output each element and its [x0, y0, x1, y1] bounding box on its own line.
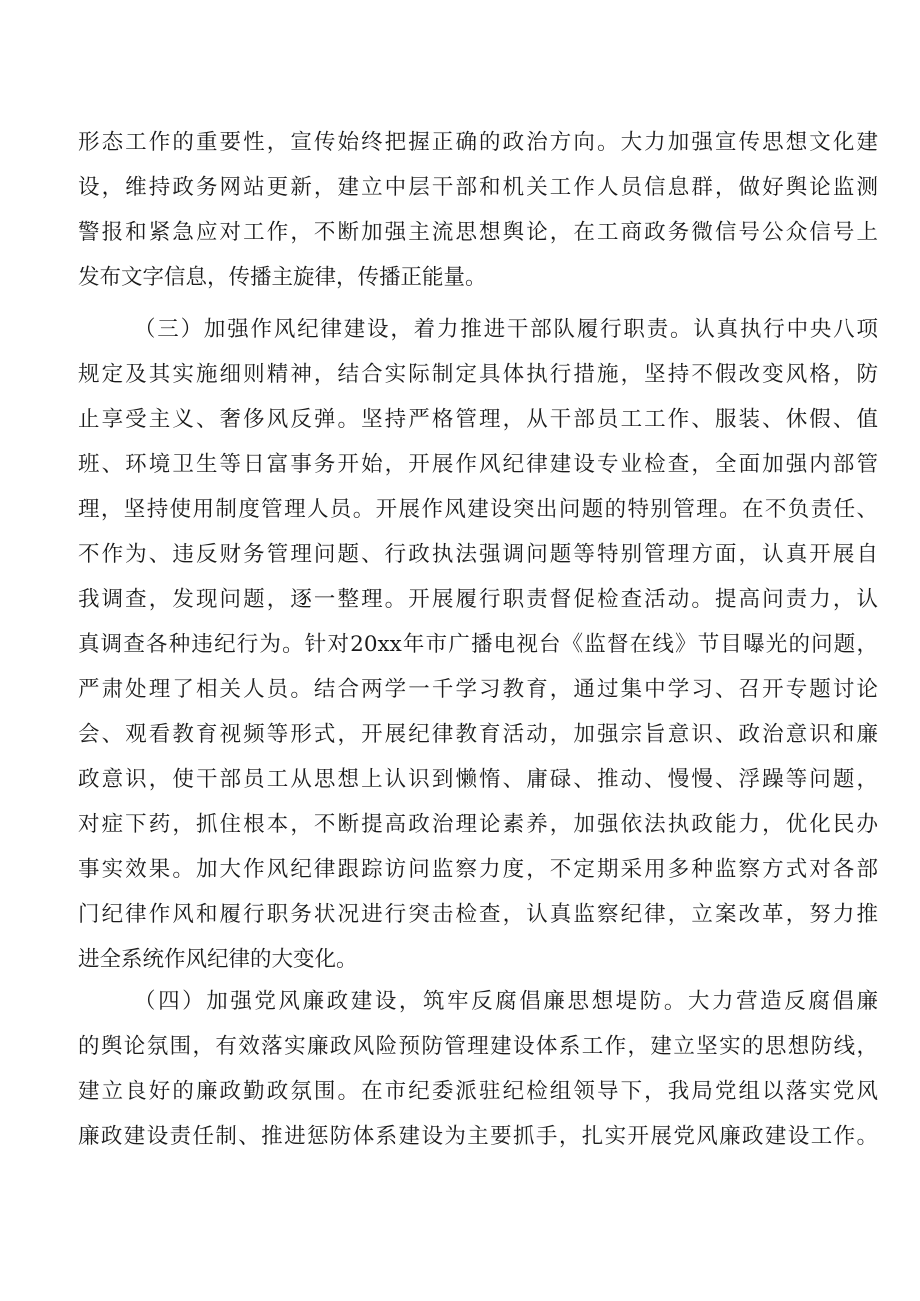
- text-line: 设，维持政务网站更新，建立中层干部和机关工作人员信息群，做好舆论监测: [78, 175, 878, 200]
- text-line: 形态工作的重要性，宣传始终把握正确的政治方向。大力加强宣传思想文化建: [78, 130, 878, 155]
- text-line: 政意识，使干部员工从思想上认识到懒惰、庸碌、推动、慢慢、浮躁等问题，: [78, 767, 878, 792]
- section-heading-line: （四）加强党风廉政建设，筑牢反腐倡廉思想堤防。大力营造反腐倡廉: [134, 989, 878, 1014]
- text-line: 事实效果。加大作风纪律跟踪访问监察力度，不定期采用多种监察方式对各部: [78, 857, 878, 882]
- text-line: 规定及其实施细则精神，结合实际制定具体执行措施，坚持不假改变风格，防: [78, 362, 878, 387]
- text-line: 警报和紧急应对工作，不断加强主流思想舆论，在工商政务微信号公众信号上: [78, 220, 878, 245]
- text-line: 对症下药，抓住根本，不断提高政治理论素养，加强依法执政能力，优化民办: [78, 812, 878, 837]
- text-line: 廉政建设责任制、推进惩防体系建设为主要抓手，扎实开展党风廉政建设工作。: [78, 1124, 878, 1149]
- section-heading-line: （三）加强作风纪律建设，着力推进干部队履行职责。认真执行中央八项: [134, 317, 878, 342]
- text-line: 发布文字信息，传播主旋律，传播正能量。: [78, 265, 487, 290]
- text-line: 我调查，发现问题，逐一整理。开展履行职责督促检查活动。提高问责力，认: [78, 587, 878, 612]
- text-line: 建立良好的廉政勤政氛围。在市纪委派驻纪检组领导下，我局党组以落实党风: [78, 1079, 878, 1104]
- text-line: 止享受主义、奢侈风反弹。坚持严格管理，从干部员工工作、服装、休假、值: [78, 407, 878, 432]
- text-line: 会、观看教育视频等形式，开展纪律教育活动，加强宗旨意识、政治意识和廉: [78, 722, 878, 747]
- text-line: 真调查各种违纪行为。针对20xx年市广播电视台《监督在线》节目曝光的问题，: [78, 632, 878, 657]
- text-line: 严肃处理了相关人员。结合两学一千学习教育，通过集中学习、召开专题讨论: [78, 677, 878, 702]
- text-line: 理，坚持使用制度管理人员。开展作风建设突出问题的特别管理。在不负责任、: [78, 497, 878, 522]
- text-line: 进全系统作风纪律的大变化。: [78, 947, 358, 972]
- text-line: 班、环境卫生等日富事务开始，开展作风纪律建设专业检查，全面加强内部管: [78, 452, 878, 477]
- text-line: 的舆论氛围，有效落实廉政风险预防管理建设体系工作，建立坚实的思想防线，: [78, 1034, 878, 1059]
- text-line: 不作为、违反财务管理问题、行政执法强调问题等特别管理方面，认真开展自: [78, 542, 878, 567]
- text-line: 门纪律作风和履行职务状况进行突击检查，认真监察纪律，立案改革，努力推: [78, 902, 878, 927]
